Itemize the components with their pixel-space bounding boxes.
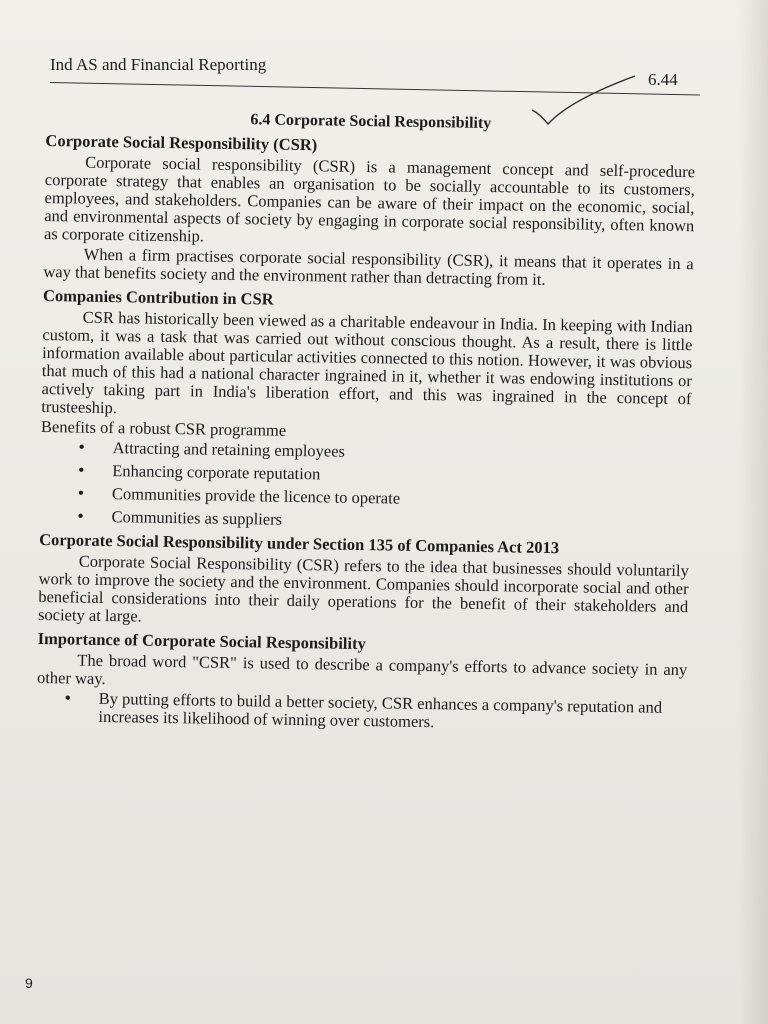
benefits-intro: Benefits of a robust CSR programme bbox=[40, 416, 287, 440]
contribution-paragraph: CSR has historically been viewed as a charitable endeavour in India. In keeping with Indian custom, it was a task that was carried out without conscious thought. As a result, there is little information available about particular activities connected to this notion. However, it was obvious that much of this had a national character ingrained in it, whether it was endowing institutions or actively taking part in India's liberation effort, and this was ingrained in the concept of trusteeship. bbox=[41, 307, 693, 418]
running-header-title: Ind AS and Financial Reporting bbox=[50, 55, 267, 74]
csr-paragraph-2: When a firm practises corporate social responsibility (CSR), it means that it operates in a way that benefits society and the environment rather than detracting from it. bbox=[43, 244, 694, 289]
importance-list bbox=[36, 689, 686, 735]
list-item: ● Enhancing corporate reputation bbox=[40, 461, 690, 489]
benefits-list bbox=[39, 438, 690, 535]
page-number: 9 bbox=[25, 975, 33, 991]
list-item: ● Attracting and retaining employees bbox=[41, 438, 691, 466]
importance-heading: Importance of Corporate Social Responsibility bbox=[37, 628, 366, 654]
section135-paragraph: Corporate Social Responsibility (CSR) refers to the idea that businesses should voluntarily work to improve the society and the environment. Companies should incorporate social and other beneficial considerations into their daily operations for the benefit of their stakeholders and society at large. bbox=[37, 551, 689, 626]
list-item: ● Communities as suppliers bbox=[39, 507, 689, 535]
running-header-page-ref: 6.44 bbox=[648, 70, 678, 89]
csr-paragraph-1: Corporate social responsibility (CSR) is a management concept and self-procedure corporate strategy that enables an organisation to be socially accountable to its customers, employees, and stakeholders. Companies can be aware of their impact on the economic, social, and environmental aspects of society by engaging in corporate social responsibility, often known as corporate citizenship. bbox=[43, 152, 696, 246]
section135-heading: Corporate Social Responsibility under Section 135 of Companies Act 2013 bbox=[39, 529, 560, 558]
section-title: 6.4 Corporate Social Responsibility bbox=[250, 111, 492, 132]
list-item: ● By putting efforts to build a better society, CSR enhances a company's reputation and increases its likelihood of winning over customers. bbox=[36, 689, 686, 735]
contribution-heading: Companies Contribution in CSR bbox=[42, 285, 274, 309]
importance-paragraph: The broad word "CSR" is used to describe a company's efforts to advance society in any other way. bbox=[36, 650, 688, 689]
page-fold-shadow bbox=[738, 0, 768, 1024]
list-item: ● Communities provide the licence to operate bbox=[40, 484, 690, 512]
csr-heading: Corporate Social Responsibility (CSR) bbox=[45, 130, 318, 155]
page-body bbox=[36, 108, 696, 740]
